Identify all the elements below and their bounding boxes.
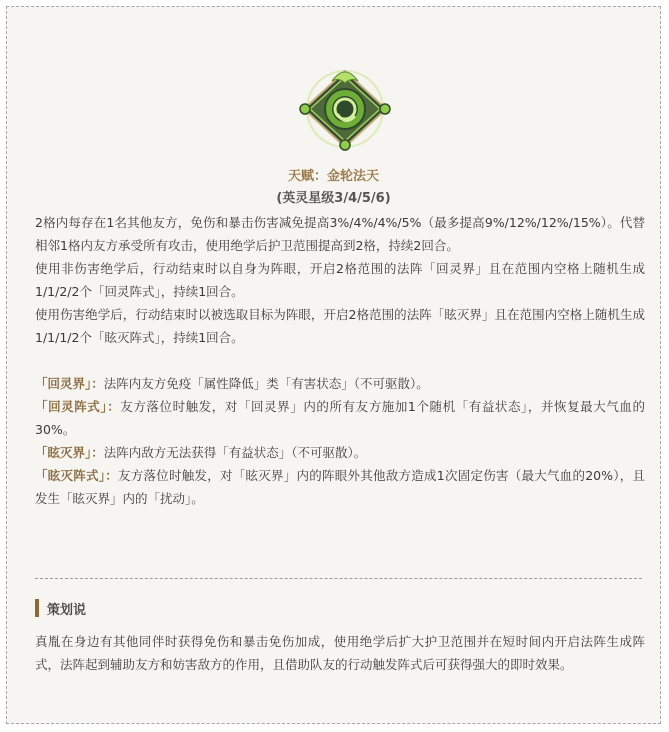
design-notes-text: 真胤在身边有其他同伴时获得免伤和暴击免伤加成，使用绝学后扩大护卫范围并在短时间内开启法阵生成阵式，法阵起到辅助友方和妨害敌方的作用，且借助队友的行动触发阵式后可获得强大的即时效果。 bbox=[35, 634, 645, 672]
section-divider bbox=[35, 578, 642, 579]
term-name: 「回灵阵式」： bbox=[35, 399, 121, 414]
term-entry bbox=[35, 441, 645, 464]
term-name: 「眩灭界」： bbox=[35, 445, 104, 460]
talent-title: 天赋：金轮法天 bbox=[287, 169, 379, 184]
term-text: 友方落位时触发，对「回灵界」内的所有友方施加1个随机「有益状态」，并恢复最大气血的30%。 bbox=[35, 399, 645, 437]
term-entry bbox=[35, 464, 645, 510]
term-name: 「回灵界」： bbox=[35, 376, 104, 391]
description-paragraph: 使用非伤害绝学后，行动结束时以自身为阵眼，开启2格范围的法阵「回灵界」且在范围内空格上随机生成1/1/2/2个「回灵阵式」，持续1回合。 bbox=[35, 261, 645, 299]
talent-description bbox=[35, 211, 645, 510]
term-entry bbox=[35, 372, 645, 395]
description-paragraph: 2格内每存在1名其他友方，免伤和暴击伤害减免提高3%/4%/4%/5%（最多提高9%/12%/12%/15%）。代替相邻1格内友方承受所有攻击，使用绝学后护卫范围提高到2格，持续2回合。 bbox=[35, 215, 645, 253]
term-text: 法阵内友方免疫「属性降低」类「有害状态」（不可驱散）。 bbox=[103, 376, 429, 391]
talent-card bbox=[6, 6, 661, 724]
design-notes-label: 策划说 bbox=[47, 602, 87, 618]
term-text: 友方落位时触发，对「眩灭界」内的阵眼外其他敌方造成1次固定伤害（最大气血的20%），且发生「眩灭界」内的「扰动」。 bbox=[35, 468, 645, 506]
talent-star-levels: (英灵星级3/4/5/6) bbox=[276, 191, 391, 206]
term-name: 「眩灭阵式」： bbox=[35, 468, 118, 483]
description-paragraph: 使用伤害绝学后，行动结束时以被选取目标为阵眼，开启2格范围的法阵「眩灭界」且在范围内空格上随机生成1/1/1/2个「眩灭阵式」，持续1回合。 bbox=[35, 307, 645, 345]
term-text: 法阵内敌方无法获得「有益状态」（不可驱散）。 bbox=[103, 445, 367, 460]
term-entry bbox=[35, 395, 645, 441]
heading-accent-bar bbox=[35, 599, 39, 617]
jade-lotus-wheel-emblem-icon bbox=[296, 65, 394, 151]
design-notes-heading bbox=[35, 598, 86, 618]
